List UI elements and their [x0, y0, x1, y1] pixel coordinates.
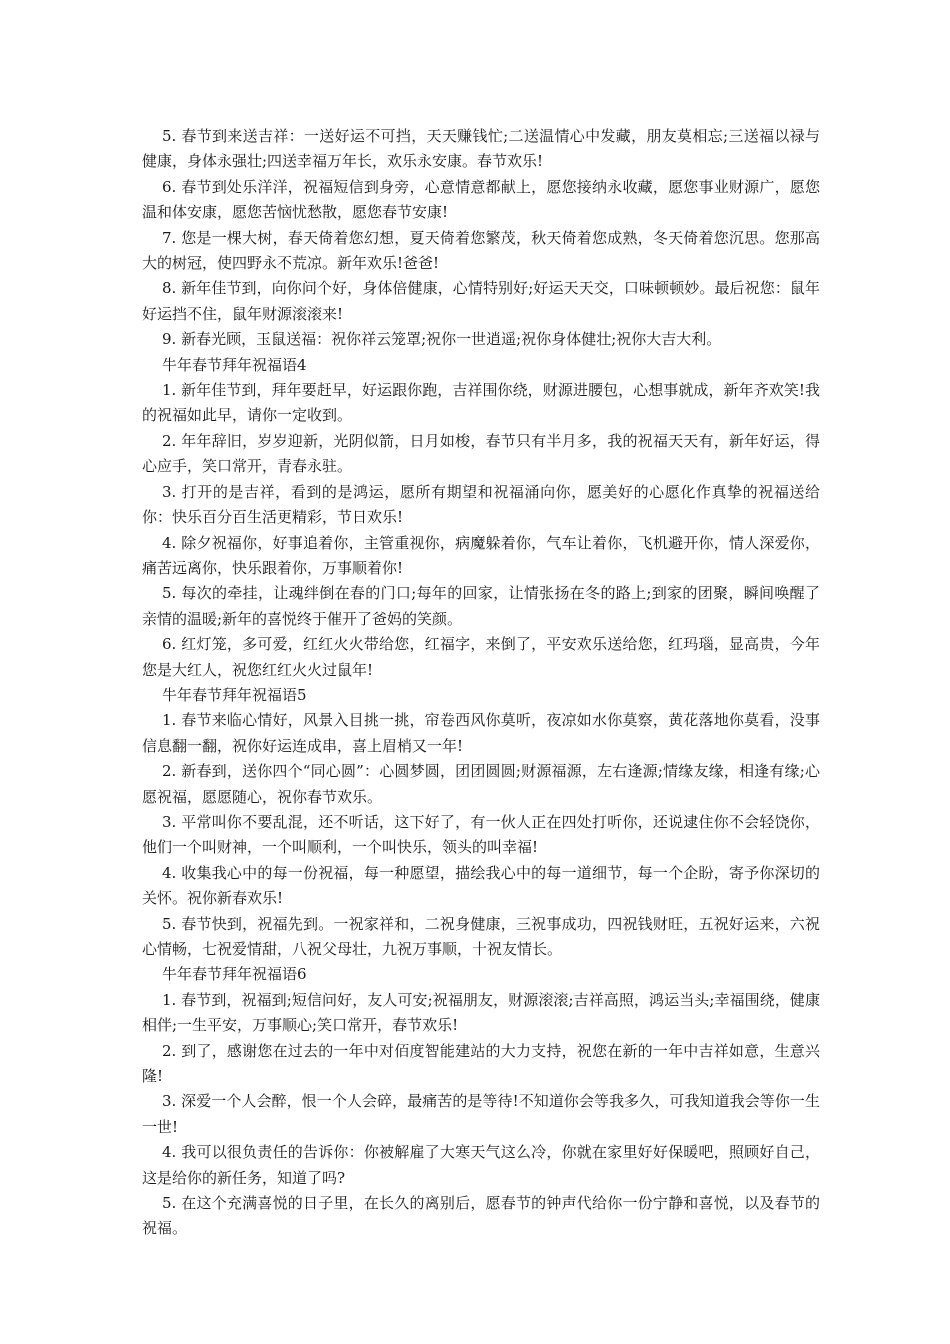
list-item: 3. 深爱一个人会醉，恨一个人会碎，最痛苦的是等待!不知道你会等我多久，可我知道我会等你一生一世! [142, 1092, 820, 1136]
section-heading: 牛年春节拜年祝福语5 [162, 685, 307, 704]
list-item: 1. 春节到，祝福到;短信问好，友人可安;祝福朋友，财源滚滚;吉祥高照，鸿运当头;幸福围绕，健康相伴;一生平安，万事顺心;笑口常开，春节欢乐! [142, 990, 820, 1035]
list-item: 7. 您是一棵大树，春天倚着您幻想，夏天倚着您繁茂，秋天倚着您成熟，冬天倚着您沉思。您那高大的树冠，使四野永不荒凉。新年欢乐!爸爸! [142, 228, 820, 273]
list-item: 2. 新春到，送你四个“同心圆”：心圆梦圆，团团圆圆;财源福源，左右逢源;情缘友缘，相逢有缘;心愿祝福，愿愿随心，祝你春节欢乐。 [142, 762, 820, 806]
list-item: 4. 收集我心中的每一份祝福，每一种愿望，描绘我心中的每一道细节，每一个企盼，寄予你深切的关怀。祝你新春欢乐! [142, 863, 820, 908]
list-item: 3. 打开的是吉祥，看到的是鸿运，愿所有期望和祝福涌向你，愿美好的心愿化作真挚的祝福送给你：快乐百分百生活更精彩，节日欢乐! [142, 482, 820, 527]
list-item: 3. 平常叫你不要乱混，还不听话，这下好了，有一伙人正在四处打听你，还说逮住你不会轻饶你，他们一个叫财神，一个叫顺利，一个叫快乐，领头的叫幸福! [142, 812, 820, 857]
list-item: 2. 年年辞旧，岁岁迎新，光阴似箭，日月如梭，春节只有半月多，我的祝福天天有，新年好运，得心应手，笑口常开，青春永驻。 [142, 431, 820, 476]
list-item: 6. 红灯笼，多可爱，红红火火带给您，红福字，来倒了，平安欢乐送给您，红玛瑙，显高贵，今年您是大红人，祝您红红火火过鼠年! [142, 635, 820, 679]
list-item: 4. 除夕祝福你，好事追着你，主管重视你，病魔躲着你，气车让着你，飞机避开你，情人深爱你，痛苦远离你，快乐跟着你，万事顺着你! [142, 533, 820, 577]
list-item: 5. 每次的牵挂，让魂绊倒在春的门口;每年的回家，让情张扬在冬的路上;到家的团聚，瞬间唤醒了亲情的温暖;新年的喜悦终于催开了爸妈的笑颜。 [142, 584, 820, 628]
list-item: 4. 我可以很负责任的告诉你：你被解雇了大寒天气这么冷，你就在家里好好保暖吧，照顾好自己，这是给你的新任务，知道了吗? [142, 1143, 820, 1187]
document-body [142, 124, 820, 1242]
list-item: 5. 春节到来送吉祥：一送好运不可挡，天天赚钱忙;二送温情心中发藏，朋友莫相忘;三送福以禄与健康，身体永强壮;四送幸福万年长，欢乐永安康。春节欢乐! [142, 127, 820, 171]
list-item: 8. 新年佳节到，向你问个好，身体倍健康，心情特别好;好运天天交，口味顿顿妙。最后祝您：鼠年好运挡不住，鼠年财源滚滚来! [142, 279, 820, 323]
list-item: 5. 在这个充满喜悦的日子里，在长久的离别后，愿春节的钟声代给你一份宁静和喜悦，以及春节的祝福。 [142, 1194, 820, 1238]
section-heading: 牛年春节拜年祝福语6 [162, 965, 307, 984]
list-item: 2. 到了，感谢您在过去的一年中对佰度智能建站的大力支持，祝您在新的一年中吉祥如意，生意兴隆! [142, 1041, 820, 1086]
list-item: 5. 春节快到，祝福先到。一祝家祥和，二祝身健康，三祝事成功，四祝钱财旺，五祝好运来，六祝心情畅，七祝爱情甜，八祝父母壮，九祝万事顺，十祝友情长。 [142, 914, 820, 958]
list-item: 9. 新春光顾，玉鼠送福：祝你祥云笼罩;祝你一世逍遥;祝你身体健壮;祝你大吉大利。 [162, 330, 722, 349]
list-item: 1. 新年佳节到，拜年要赶早，好运跟你跑，吉祥围你绕，财源进腰包，心想事就成，新年齐欢笑!我的祝福如此早，请你一定收到。 [142, 381, 820, 425]
list-item: 1. 春节来临心情好，风景入目挑一挑，帘卷西风你莫听，夜凉如水你莫察，黄花落地你莫看，没事信息翻一翻，祝你好运连成串，喜上眉梢又一年! [142, 711, 820, 755]
section-heading: 牛年春节拜年祝福语4 [162, 355, 307, 374]
list-item: 6. 春节到处乐洋洋，祝福短信到身旁，心意情意都献上，愿您接纳永收藏，愿您事业财源广，愿您温和体安康，愿您苦恼忧愁散，愿您春节安康! [142, 177, 820, 222]
